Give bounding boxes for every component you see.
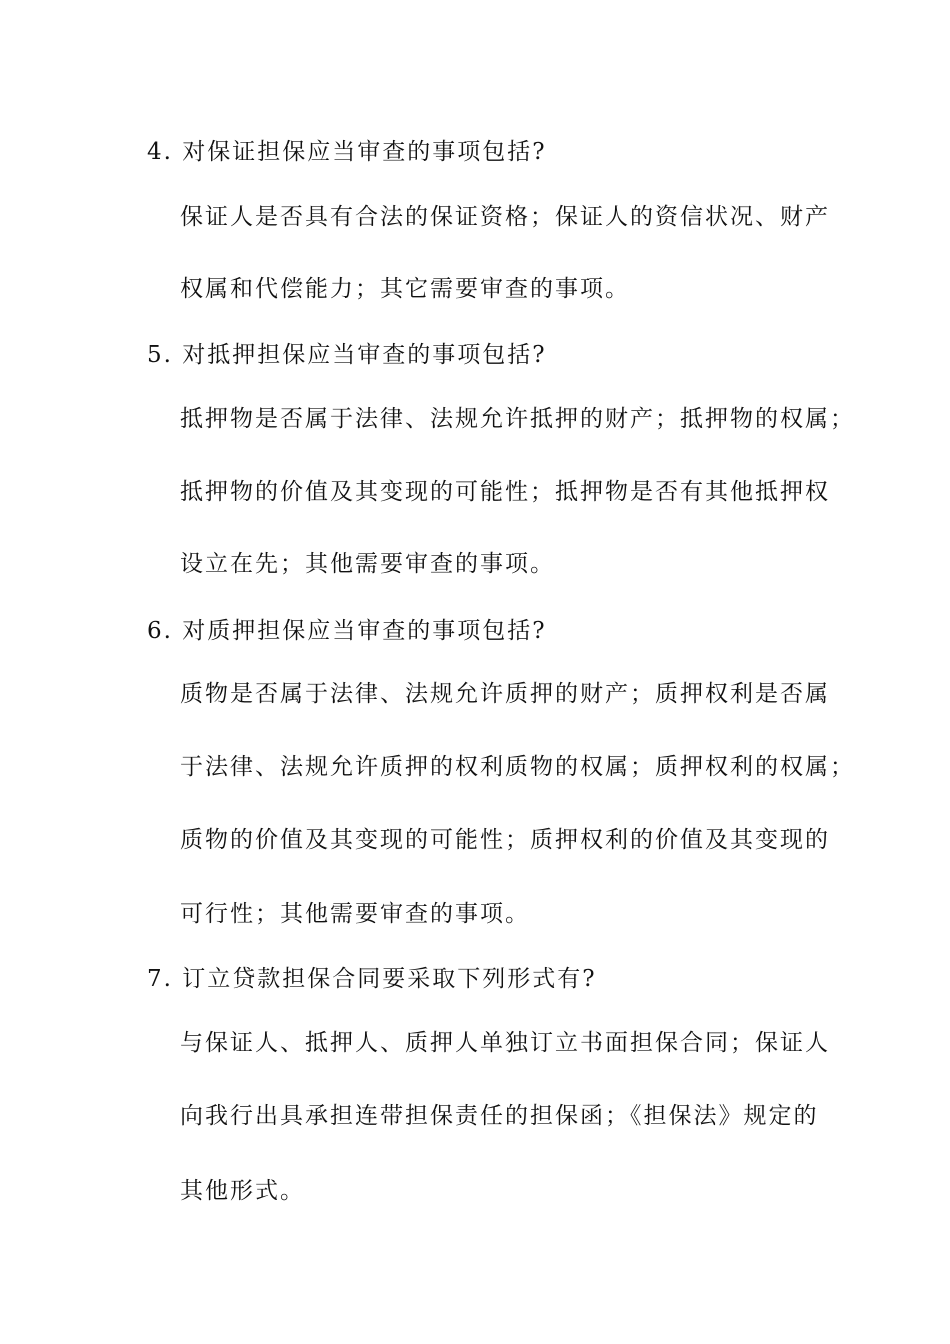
answer-6-line-4: 可行性；其他需要审查的事项。 xyxy=(180,901,530,927)
question-6: 6. 对质押担保应当审查的事项包括? xyxy=(147,618,547,644)
answer-5-line-3: 设立在先；其他需要审查的事项。 xyxy=(180,551,555,577)
answer-6-line-2: 于法律、法规允许质押的权利质物的权属；质押权利的权属； xyxy=(180,754,855,780)
question-5: 5. 对抵押担保应当审查的事项包括? xyxy=(147,342,547,368)
answer-6-line-1: 质物是否属于法律、法规允许质押的财产；质押权利是否属 xyxy=(180,681,830,707)
answer-7-line-2: 向我行出具承担连带担保责任的担保函；《担保法》规定的 xyxy=(180,1103,819,1129)
answer-7-line-1: 与保证人、抵押人、质押人单独订立书面担保合同；保证人 xyxy=(180,1030,830,1056)
answer-4-line-1: 保证人是否具有合法的保证资格；保证人的资信状况、财产 xyxy=(180,204,830,230)
answer-5-line-2: 抵押物的价值及其变现的可能性；抵押物是否有其他抵押权 xyxy=(180,479,830,505)
answer-4-line-2: 权属和代偿能力；其它需要审查的事项。 xyxy=(180,276,630,302)
question-7: 7. 订立贷款担保合同要采取下列形式有? xyxy=(147,966,597,992)
answer-7-line-3: 其他形式。 xyxy=(180,1178,305,1204)
question-4: 4. 对保证担保应当审查的事项包括? xyxy=(147,139,547,165)
answer-5-line-1: 抵押物是否属于法律、法规允许抵押的财产；抵押物的权属； xyxy=(180,406,855,432)
answer-6-line-3: 质物的价值及其变现的可能性；质押权利的价值及其变现的 xyxy=(180,827,830,853)
